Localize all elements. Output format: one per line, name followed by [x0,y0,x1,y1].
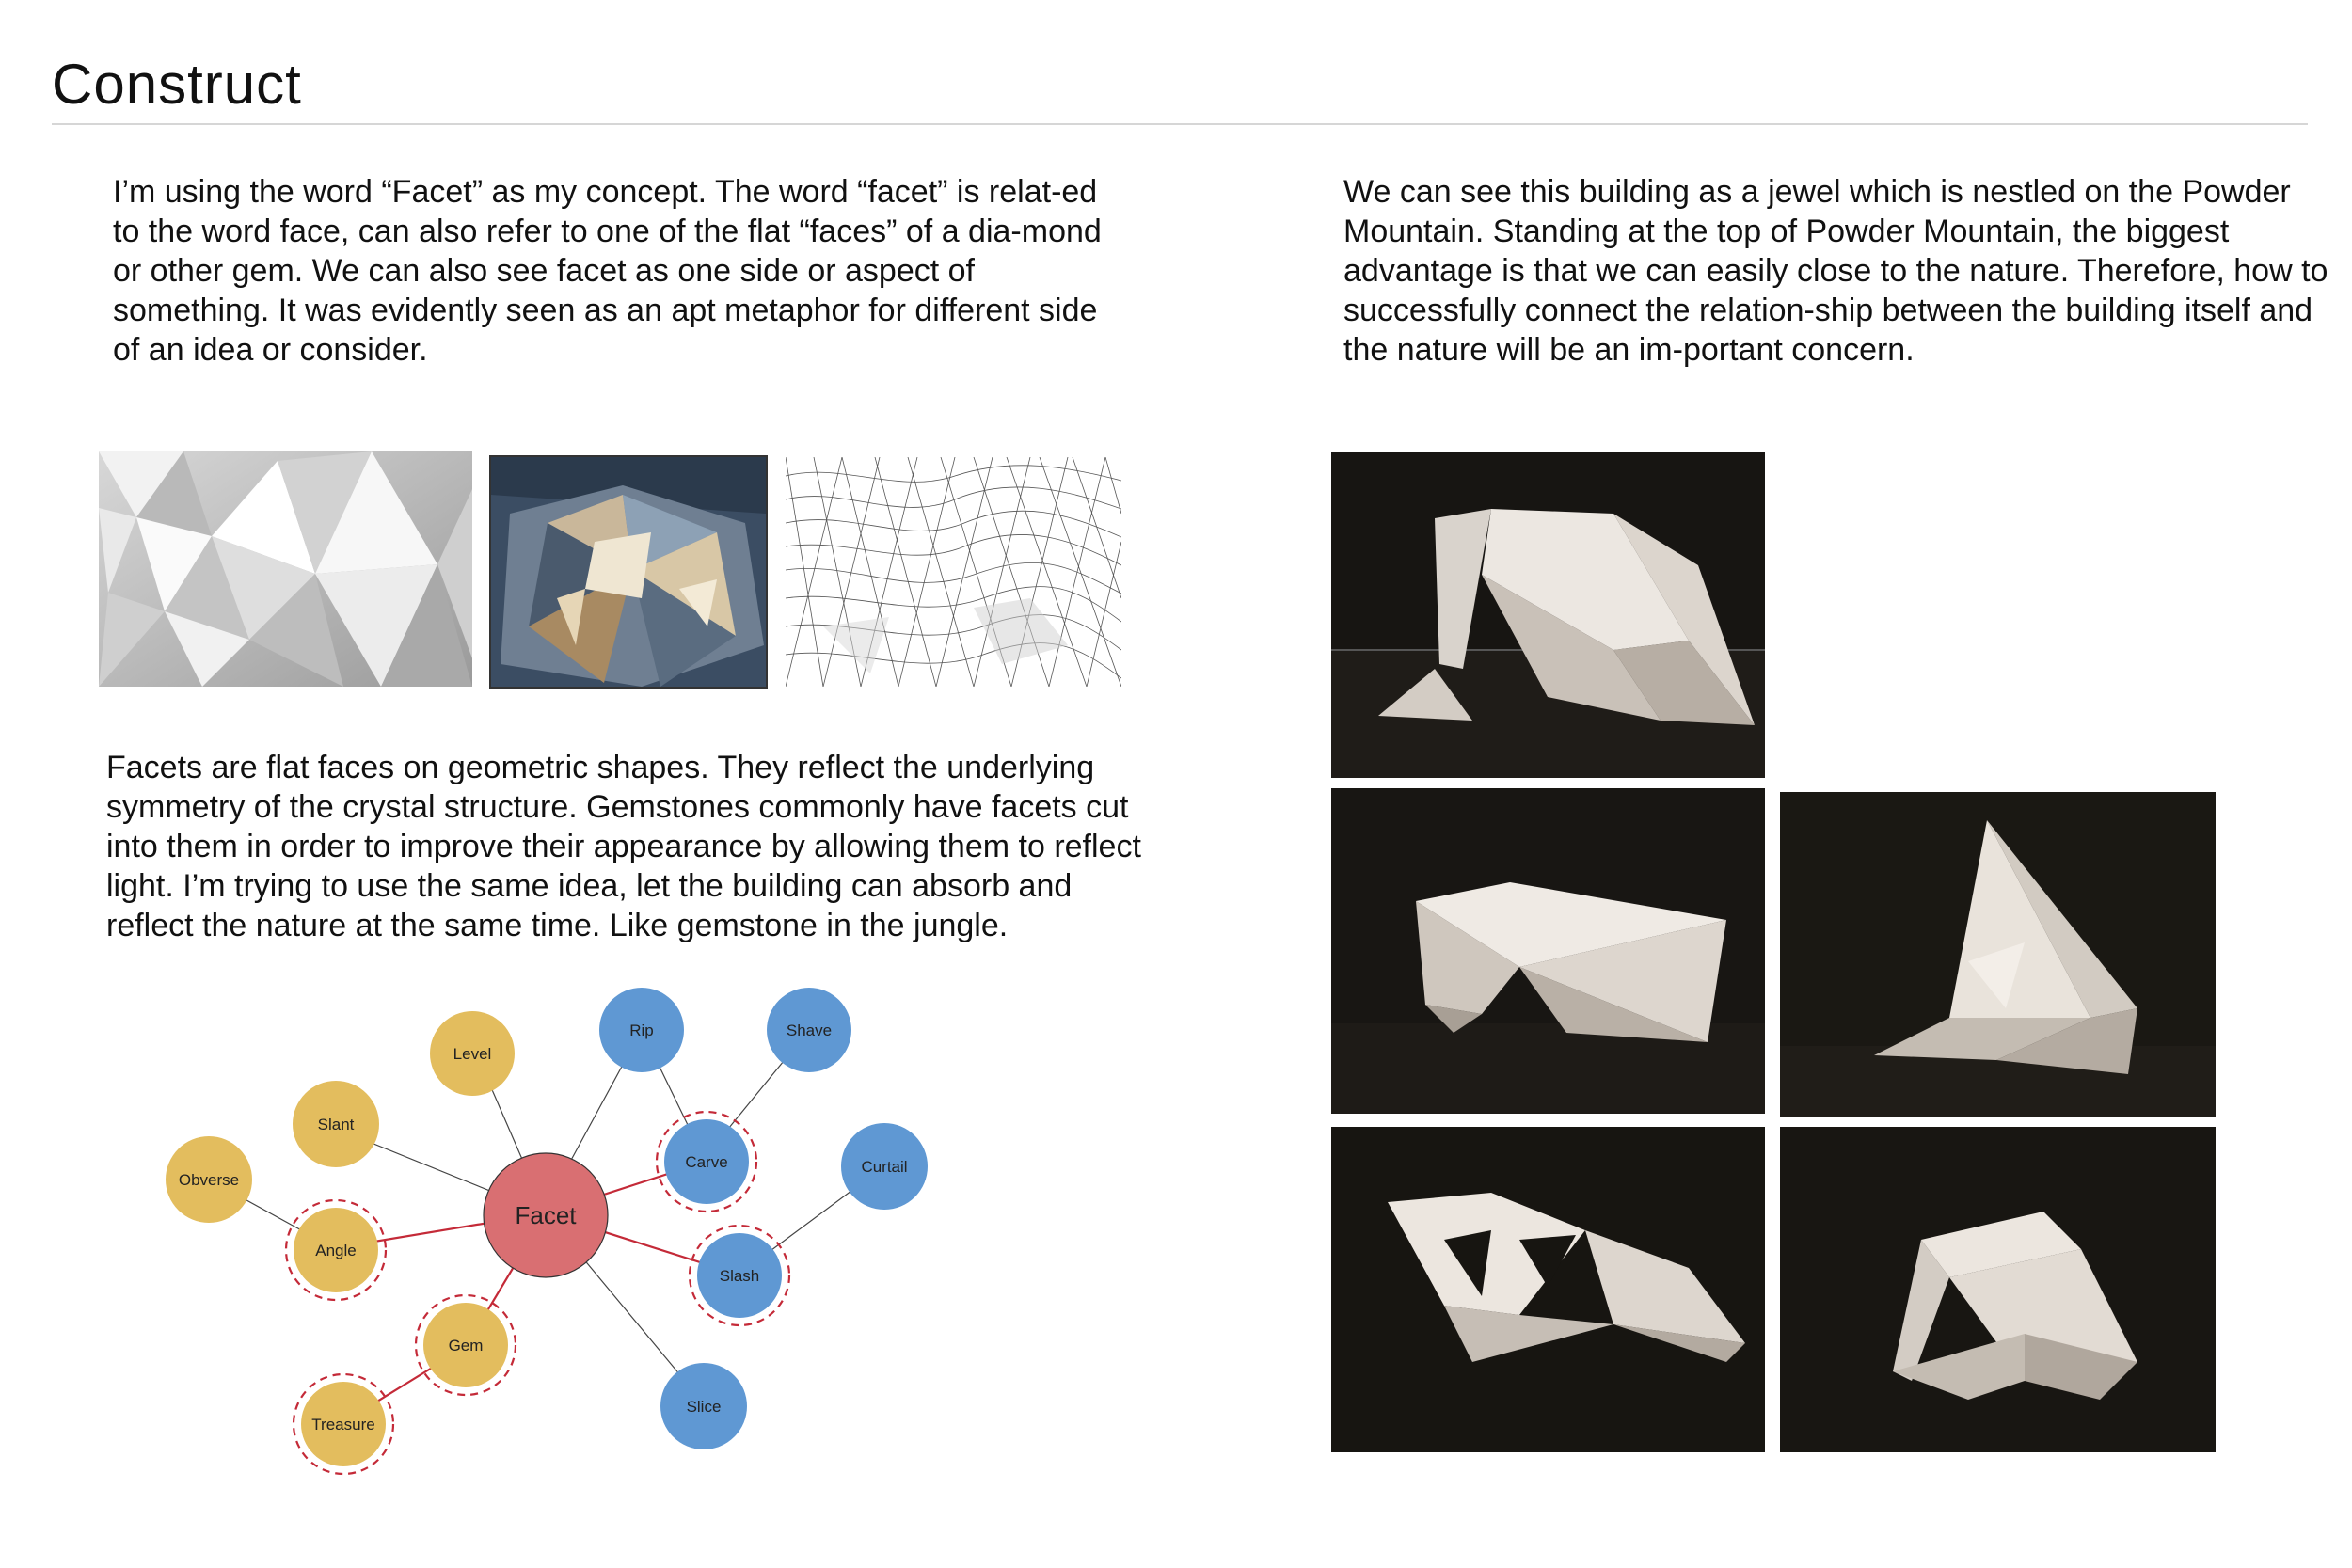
facet-node [484,1153,608,1277]
svg-text:Treasure: Treasure [311,1416,375,1433]
curtail-node [841,1123,928,1210]
mesh-image [786,457,1121,687]
svg-text:Carve: Carve [685,1153,728,1171]
model-photo-1 [1331,452,1765,778]
svg-text:Slice: Slice [686,1398,722,1416]
gem-node [416,1295,516,1395]
concept-paragraph: I’m using the word “Facet” as my concept. The word “facet” is relat-ed to the word face, can also refer to one of the flat “faces” of a dia-mond or other gem. We can also see facet as one side or aspect of something. It was evidently seen as an apt metaphor for different side of an idea or consider. [113,174,1102,368]
svg-text:Obverse: Obverse [178,1171,240,1189]
svg-text:Slash: Slash [719,1267,760,1285]
svg-text:Level: Level [453,1045,492,1063]
model-photo-5 [1780,1127,2216,1452]
shave-node [767,988,851,1072]
facets-paragraph: Facets are flat faces on geometric shapes. They reflect the underlying symmetry of the crystal structure. Gemstones commonly have facets cut into them in order to improve their appearance by allowing them to reflect light. I’m trying to use the same idea, let the building can absorb and reflect the nature at the same time. Like gemstone in the jungle. [106,750,1141,943]
title-divider [52,123,2308,125]
svg-text:Curtail: Curtail [861,1158,908,1176]
model-photo-2 [1331,788,1765,1114]
angle-node [286,1200,386,1300]
svg-text:Facet: Facet [515,1201,577,1229]
model-photo-3 [1780,792,2216,1117]
concept-map [141,969,950,1505]
svg-text:Rip: Rip [629,1022,654,1039]
facets-wall-image [99,451,472,687]
treasure-node [294,1374,393,1474]
carve-node [657,1112,756,1212]
svg-text:Shave: Shave [786,1022,833,1039]
svg-text:Angle: Angle [315,1242,357,1259]
diamond-image [491,457,766,687]
page-title: Construct [52,53,302,116]
svg-text:Slant: Slant [317,1116,355,1133]
level-node [430,1011,515,1096]
slash-node [690,1226,789,1325]
obverse-node [166,1136,252,1223]
slice-node [660,1363,747,1449]
model-photo-4 [1331,1127,1765,1452]
svg-text:Gem: Gem [448,1337,484,1354]
rip-node [599,988,684,1072]
slant-node [293,1081,379,1167]
site-paragraph: We can see this building as a jewel which is nestled on the Powder Mountain. Standing at the top of Powder Mountain, the biggest advantage is that we can easily close to the nature. Therefore, how to successfully connect the relation-ship between the building itself and the nature will be an im-portant concern. [1343,174,2328,368]
